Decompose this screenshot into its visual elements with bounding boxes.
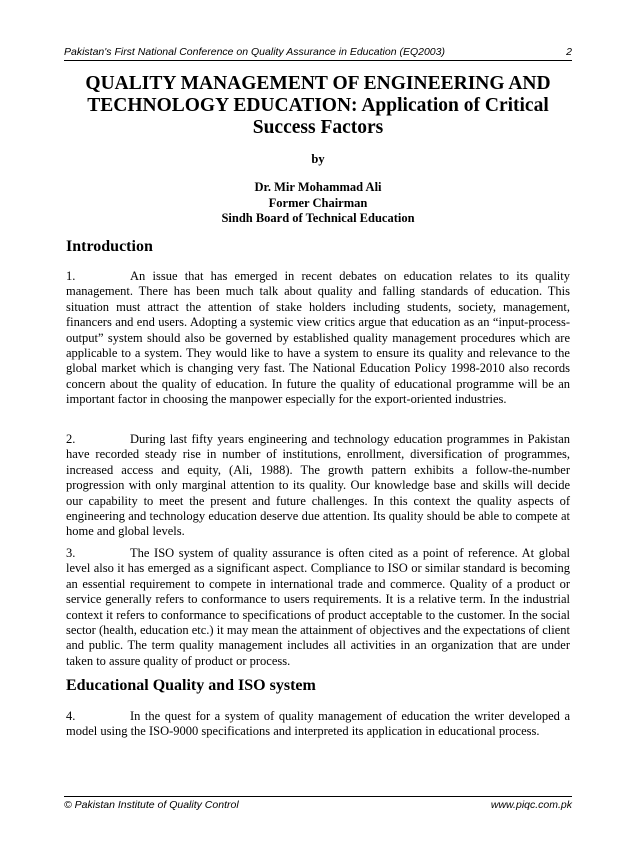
title-line-3: Success Factors: [252, 117, 384, 138]
footer-website: www.piqc.com.pk: [490, 799, 572, 811]
page-footer: [64, 796, 572, 811]
paragraph-text: An issue that has emerged in recent debates on education relates to its quality management. There has been much talk about quality and falling standards of education. This situation must attract the attention of stake holders including students, society, management, financers and end users. Adopting a systemic view critics argue that education as an “input-process-output” system should also be governed by established quality management procedures which are applicable to a system. They would like to have a system to ensure its quality and relevance to the global market which is changing very fast. The National Education Policy 1998-2010 also records concern about the quality of education. In future the quality of educational programme will be an important factor in choosing the manpower especially for the export-oriented industries.: [66, 269, 570, 407]
paragraph-4: [66, 709, 570, 740]
section-heading-educational-quality: Educational Quality and ISO system: [66, 677, 316, 694]
paragraph-text: During last fifty years engineering and technology education programmes in Pakistan have recorded steady rise in number of institutions, enrollment, diversification of programmes, increased access and equity, (Ali, 1988). The growth pattern exhibits a follow-the-number progression with only marginal attention to its quality. Our knowledge base and skills will decide our capability to meet the present and future challenges. In this context the quality aspects of engineering and technology education deserve due attention. Its quality should be able to compete at home and global levels.: [66, 432, 570, 539]
byline: by: [311, 152, 325, 166]
paragraph-1: [66, 269, 570, 408]
author-name: Dr. Mir Mohammad Ali: [254, 180, 382, 194]
running-title: Pakistan's First National Conference on Quality Assurance in Education (EQ2003): [64, 46, 445, 58]
page-number: 2: [566, 46, 572, 58]
paragraph-number: 2.: [66, 432, 76, 446]
author-organization: Sindh Board of Technical Education: [221, 211, 415, 225]
paper-title: [64, 73, 572, 139]
paragraph-number: 3.: [66, 546, 76, 560]
title-line-1: QUALITY MANAGEMENT OF ENGINEERING AND: [85, 73, 551, 94]
paragraph-number: 1.: [66, 269, 76, 283]
paragraph-text: The ISO system of quality assurance is often cited as a point of reference. At global level also it has emerged as a significant aspect. Compliance to ISO or similar standard is becoming an essential requirement to compete in international trade and commerce. Quality of a product or service generally refers to conformance to users requirements. It is a relative term. In the industrial context it refers to conformance to specifications of product acceptable to the customer. In the social sector (health, education etc.) it may mean the attainment of objectives and the expectations of client and public. The term quality management includes all activities in an organization that are under taken to assure quality of product or process.: [66, 546, 570, 668]
paragraph-3: [66, 546, 570, 669]
paragraph-text: In the quest for a system of quality management of education the writer developed a model using the ISO-9000 specifications and interpreted its application in educational process.: [66, 709, 570, 739]
author-position: Former Chairman: [268, 195, 368, 210]
author-block: [64, 180, 572, 227]
footer-copyright: © Pakistan Institute of Quality Control: [64, 799, 239, 811]
title-line-2: TECHNOLOGY EDUCATION: Application of Critical: [87, 95, 549, 116]
section-heading-introduction: Introduction: [66, 238, 153, 255]
running-header: [64, 46, 572, 61]
paragraph-2: [66, 432, 570, 540]
paragraph-number: 4.: [66, 709, 76, 723]
